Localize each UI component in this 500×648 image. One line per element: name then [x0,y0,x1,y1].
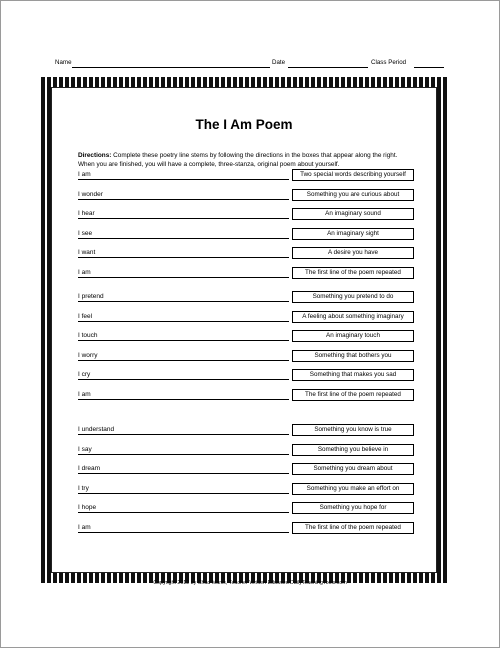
line-stem: I am [78,390,91,398]
answer-line[interactable] [78,277,289,278]
poem-line-row [78,267,434,279]
poem-line-row [78,483,434,495]
copyright-footer: Copyright 2012 by Chad Manis, Teacher-Written Eduware/DailyTeachingTools.com [153,580,347,586]
poem-line-row [78,389,434,401]
name-label: Name [55,59,72,66]
line-stem: I feel [78,312,93,320]
poem-line-row [78,291,434,303]
hint-box: An imaginary sight [292,228,414,240]
line-stem: I am [78,171,91,178]
hint-box: Something you know is true [292,424,414,436]
answer-line[interactable] [78,340,289,341]
class-period-field-line[interactable] [414,67,444,68]
poem-line-row [78,463,434,475]
line-stem: I touch [78,332,98,339]
hint-box: An imaginary touch [292,330,414,342]
line-stem: I understand [78,426,115,433]
worksheet-body [51,87,437,573]
poem-line-row [78,169,434,181]
name-field-line[interactable] [72,67,270,68]
poem-line-row [78,502,434,514]
answer-line[interactable] [78,493,289,494]
answer-line[interactable] [78,321,289,322]
poem-line-row [78,444,434,456]
poem-line-row [78,189,434,201]
poem-line-row [78,228,434,240]
hint-box: Two special words describing yourself [292,169,414,181]
line-stem: I say [78,445,92,453]
hint-box: A feeling about something imaginary [292,311,414,323]
class-period-label: Class Period [371,59,407,66]
date-label: Date [272,59,286,66]
poem-line-row [78,350,434,362]
line-stem: I am [78,268,91,276]
hint-box: Something you make an effort on [292,483,414,495]
directions-label: Directions: [78,152,112,159]
hint-box: An imaginary sound [292,208,414,220]
line-stem: I hear [78,210,95,217]
line-stem: I pretend [78,293,104,300]
line-stem: I dream [78,465,101,472]
line-stem: I try [78,484,89,492]
hint-box: The first line of the poem repeated [292,522,414,534]
decorative-border [41,77,447,583]
poem-line-row [78,247,434,259]
poem-line-row [78,424,434,436]
hint-box: Something you pretend to do [292,291,414,303]
answer-line[interactable] [78,434,289,435]
directions-text: Complete these poetry line stems by following the directions in the boxes that appear along the right. When you are finished, you will have a complete, three-stanza, original poem about yourself. [78,152,398,168]
answer-line[interactable] [78,301,289,302]
answer-line[interactable] [78,218,289,219]
answer-line[interactable] [78,473,289,474]
poem-line-row [78,369,434,381]
line-stem: I see [78,229,93,237]
poem-line-row [78,311,434,323]
answer-line[interactable] [78,238,289,239]
hint-box: The first line of the poem repeated [292,389,414,401]
hint-box: A desire you have [292,247,414,259]
hint-box: Something you believe in [292,444,414,456]
date-field-line[interactable] [288,67,368,68]
answer-line[interactable] [78,179,289,180]
line-stem: I cry [78,371,91,378]
hint-box: Something that makes you sad [292,369,414,381]
directions [78,151,414,169]
hint-box: Something you dream about [292,463,414,475]
line-stem: I am [78,523,91,531]
answer-line[interactable] [78,199,289,200]
line-stem: I hope [78,504,97,511]
hint-box: The first line of the poem repeated [292,267,414,279]
line-stem: I worry [78,351,98,359]
poem-line-row [78,330,434,342]
answer-line[interactable] [78,379,289,380]
hint-box: Something that bothers you [292,350,414,362]
answer-line[interactable] [78,512,289,513]
poem-line-row [78,208,434,220]
poem-line-row [78,522,434,534]
line-stem: I want [78,249,96,256]
hint-box: Something you hope for [292,502,414,514]
answer-line[interactable] [78,454,289,455]
answer-line[interactable] [78,532,289,533]
answer-line[interactable] [78,257,289,258]
student-info-header [55,59,445,71]
answer-line[interactable] [78,360,289,361]
line-stem: I wonder [78,190,103,198]
hint-box: Something you are curious about [292,189,414,201]
worksheet-title: The I Am Poem [195,117,293,132]
answer-line[interactable] [78,399,289,400]
